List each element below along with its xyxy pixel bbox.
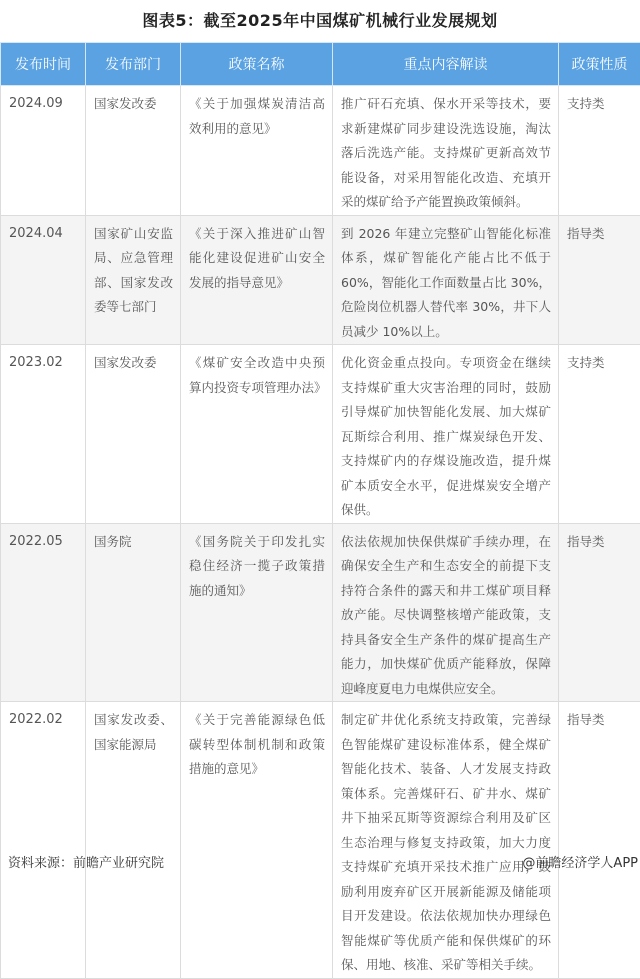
policy-table [0,42,640,979]
cell-date: 2022.02 [1,702,86,979]
header-department: 发布部门 [86,43,181,86]
cell-content: 依法依规加快保供煤矿手续办理，在确保安全生产和生态安全的前提下支持符合条件的露天和井工煤矿项目释放产能。尽快调整核增产能政策，支持具备安全生产条件的煤矿提高生产能力，加快煤矿优质产能释放，保障迎峰度夏电力电煤供应安全。 [333,523,559,702]
cell-nature: 支持类 [559,86,640,216]
cell-department: 国家矿山安监局、应急管理部、国家发改委等七部门 [86,215,181,345]
table-row [1,215,640,345]
cell-nature: 指导类 [559,215,640,345]
cell-nature: 指导类 [559,523,640,702]
cell-policy-name: 《煤矿安全改造中央预算内投资专项管理办法》 [181,345,333,524]
cell-policy-name: 《关于完善能源绿色低碳转型体制机制和政策措施的意见》 [181,702,333,979]
table-row [1,345,640,524]
table-row [1,702,640,979]
cell-date: 2024.04 [1,215,86,345]
source-note: 资料来源：前瞻产业研究院 [8,852,164,871]
cell-department: 国务院 [86,523,181,702]
cell-nature: 支持类 [559,345,640,524]
header-content: 重点内容解读 [333,43,559,86]
cell-department: 国家发改委 [86,86,181,216]
cell-policy-name: 《关于深入推进矿山智能化建设促进矿山安全发展的指导意见》 [181,215,333,345]
cell-date: 2022.05 [1,523,86,702]
table-row [1,523,640,702]
cell-date: 2024.09 [1,86,86,216]
table-header-row [1,43,640,86]
table-title: 图表5：截至2025年中国煤矿机械行业发展规划 [0,8,640,31]
header-nature: 政策性质 [559,43,640,86]
cell-policy-name: 《关于加强煤炭清洁高效利用的意见》 [181,86,333,216]
cell-department: 国家发改委 [86,345,181,524]
credit-note: @前瞻经济学人APP [522,852,638,871]
cell-content: 优化资金重点投向。专项资金在继续支持煤矿重大灾害治理的同时，鼓励引导煤矿加快智能化发展、加大煤矿瓦斯综合利用、推广煤炭绿色开发、支持煤矿内的存煤设施改造，提升煤矿本质安全水平，促进煤炭安全增产保供。 [333,345,559,524]
cell-content: 制定矿井优化系统支持政策，完善绿色智能煤矿建设标准体系，健全煤矿智能化技术、装备、人才发展支持政策体系。完善煤矸石、矿井水、煤矿井下抽采瓦斯等资源综合利用及矿区生态治理与修复支持政策，加大力度支持煤矿充填开采技术推广应用，鼓励利用废弃矿区开展新能源及储能项目开发建设。依法依规加快办理绿色智能煤矿等优质产能和保供煤矿的环保、用地、核准、采矿等相关手续。 [333,702,559,979]
cell-department: 国家发改委、国家能源局 [86,702,181,979]
cell-policy-name: 《国务院关于印发扎实稳住经济一揽子政策措施的通知》 [181,523,333,702]
cell-content: 推广矸石充填、保水开采等技术，要求新建煤矿同步建设洗选设施，淘汰落后洗选产能。支持煤矿更新高效节能设备，对采用智能化改造、充填开采的煤矿给予产能置换政策倾斜。 [333,86,559,216]
table-row [1,86,640,216]
header-date: 发布时间 [1,43,86,86]
header-policy-name: 政策名称 [181,43,333,86]
cell-nature: 指导类 [559,702,640,979]
cell-content: 到 2026 年建立完整矿山智能化标准体系，煤矿智能化产能占比不低于 60%，智能化工作面数量占比 30%，危险岗位机器人替代率 30%，井下人员减少 10%以上。 [333,215,559,345]
cell-date: 2023.02 [1,345,86,524]
